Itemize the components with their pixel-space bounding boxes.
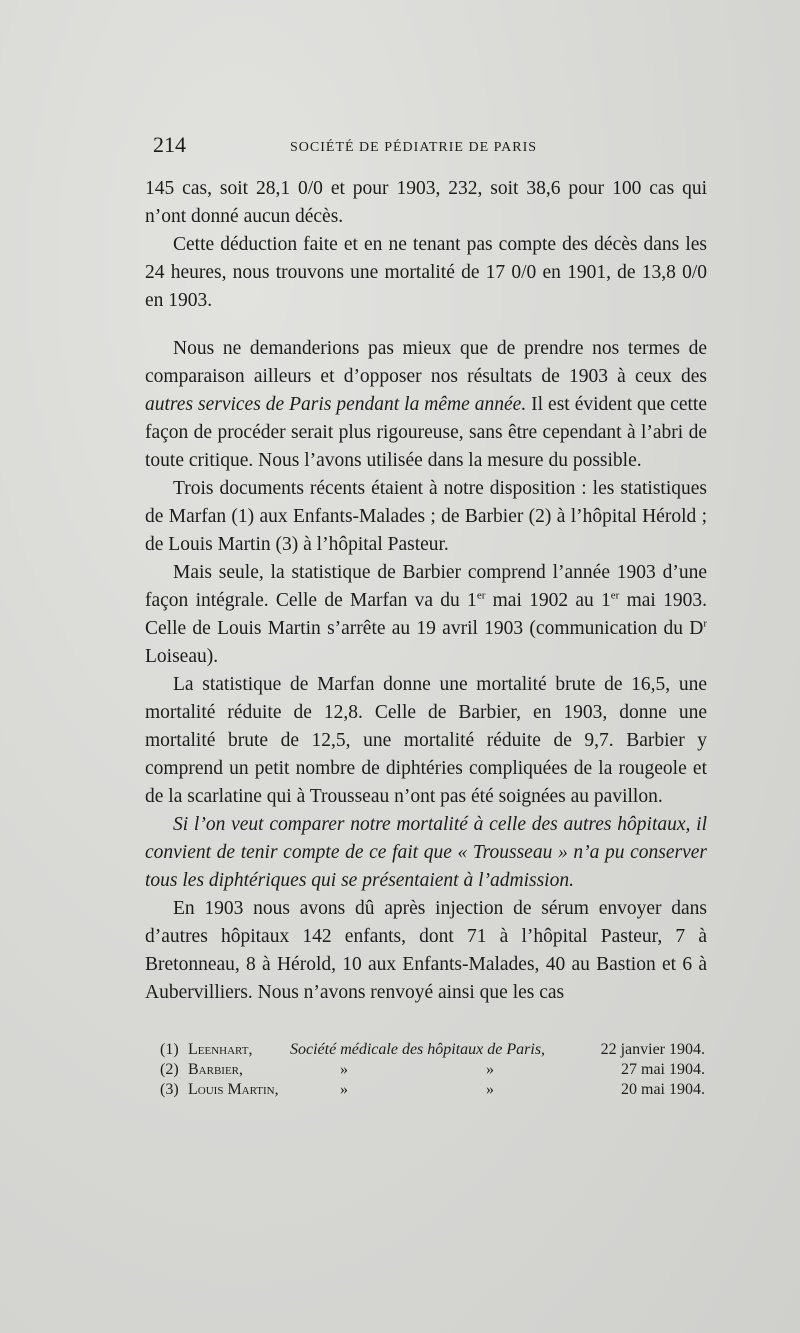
paragraph-3	[145, 335, 707, 475]
paragraph-7-italic: Si l’on veut comparer notre mortalité à celle des autres hôpitaux, il convient de tenir compte de ce fait que « Trousseau » n’a pu conserver tous les diphtériques qui se présentaient à l’admission.	[145, 814, 707, 891]
paragraph-5-text-d: Loiseau).	[145, 646, 219, 667]
paragraph-3-text-a: Nous ne demanderions pas mieux que de prendre nos termes de comparaison ailleurs et d’opposer nos résultats de 1903 à ceux des	[145, 338, 707, 387]
footnote	[160, 1060, 705, 1080]
footnote-author: Leenhart,	[188, 1041, 253, 1058]
footnote-author: Louis Martin,	[188, 1081, 279, 1098]
body-text	[145, 175, 707, 1007]
paragraph-1: 145 cas, soit 28,1 0/0 et pour 1903, 232, soit 38,6 pour 100 cas qui n’ont donné aucun décès.	[145, 178, 707, 227]
running-title: SOCIÉTÉ DE PÉDIATRIE DE PARIS	[290, 140, 538, 155]
footnote-number: (3)	[160, 1081, 179, 1098]
footnote	[160, 1080, 705, 1100]
paragraph-5	[145, 559, 707, 671]
paragraph-4: Trois documents récents étaient à notre disposition : les statistiques de Marfan (1) aux Enfants-Malades ; de Barbier (2) à l’hôpital Hérold ; de Louis Martin (3) à l’hôpital Pasteur.	[145, 478, 707, 555]
footnote-journal: Société médicale des hôpitaux de Paris,	[290, 1041, 546, 1058]
paragraph-7	[145, 811, 707, 895]
ditto-mark: »	[486, 1061, 494, 1078]
superscript: er	[476, 589, 486, 602]
paragraph-5-text-c: mai 1903. Celle de Louis Martin s’arrête au 19 avril 1903 (communication du D	[145, 590, 707, 639]
footnote-number: (2)	[160, 1061, 179, 1078]
superscript: er	[610, 589, 620, 602]
paragraph-8: En 1903 nous avons dû après injection de sérum envoyer dans d’autres hôpitaux 142 enfants, dont 71 à l’hôpital Pasteur, 7 à Bretonneau, 8 à Hérold, 10 aux Enfants-Malades, 40 au Bastion et 6 à Aubervilliers. Nous n’avons renvoyé ainsi que les cas	[145, 898, 707, 1003]
footnotes	[160, 1040, 705, 1100]
paragraph-5-text-a: Mais seule, la statistique de Barbier comprend l’année 1903 d’une façon intégrale. Celle de Marfan va du 1	[145, 562, 707, 611]
footnote	[160, 1040, 705, 1060]
footnote-number: (1)	[160, 1041, 179, 1058]
paragraph-3-emphasis: autres services de Paris pendant la même année.	[145, 394, 527, 415]
footnote-date: 20 mai 1904.	[621, 1081, 705, 1098]
ditto-mark: »	[340, 1081, 348, 1098]
footnote-author: Barbier,	[188, 1061, 244, 1078]
paragraph-5-text-b: mai 1902 au 1	[485, 590, 611, 611]
ditto-mark: »	[486, 1081, 494, 1098]
paragraph-2: Cette déduction faite et en ne tenant pas compte des décès dans les 24 heures, nous trouvons une mortalité de 17 0/0 en 1901, de 13,8 0/0 en 1903.	[145, 234, 707, 311]
footnote-date: 22 janvier 1904.	[600, 1041, 705, 1058]
footnote-date: 27 mai 1904.	[621, 1061, 705, 1078]
superscript: r	[703, 617, 707, 630]
paragraph-6: La statistique de Marfan donne une mortalité brute de 16,5, une mortalité réduite de 12,8. Celle de Barbier, en 1903, donne une mortalité brute de 12,5, une mortalité réduite de 9,7. Barbier y comprend un petit nombre de diphtéries compliquées de la rougeole et de la scarlatine qui à Trousseau n’ont pas été soignées au pavillon.	[145, 674, 707, 807]
ditto-mark: »	[340, 1061, 348, 1078]
page-header	[153, 132, 708, 162]
paragraph-3-text-b: Il est évident que cette façon de procéder serait plus rigoureuse, sans être cependant à l’abri de toute critique. Nous l’avons utilisée dans la mesure du possible.	[145, 394, 707, 471]
page-number: 214	[153, 132, 186, 157]
